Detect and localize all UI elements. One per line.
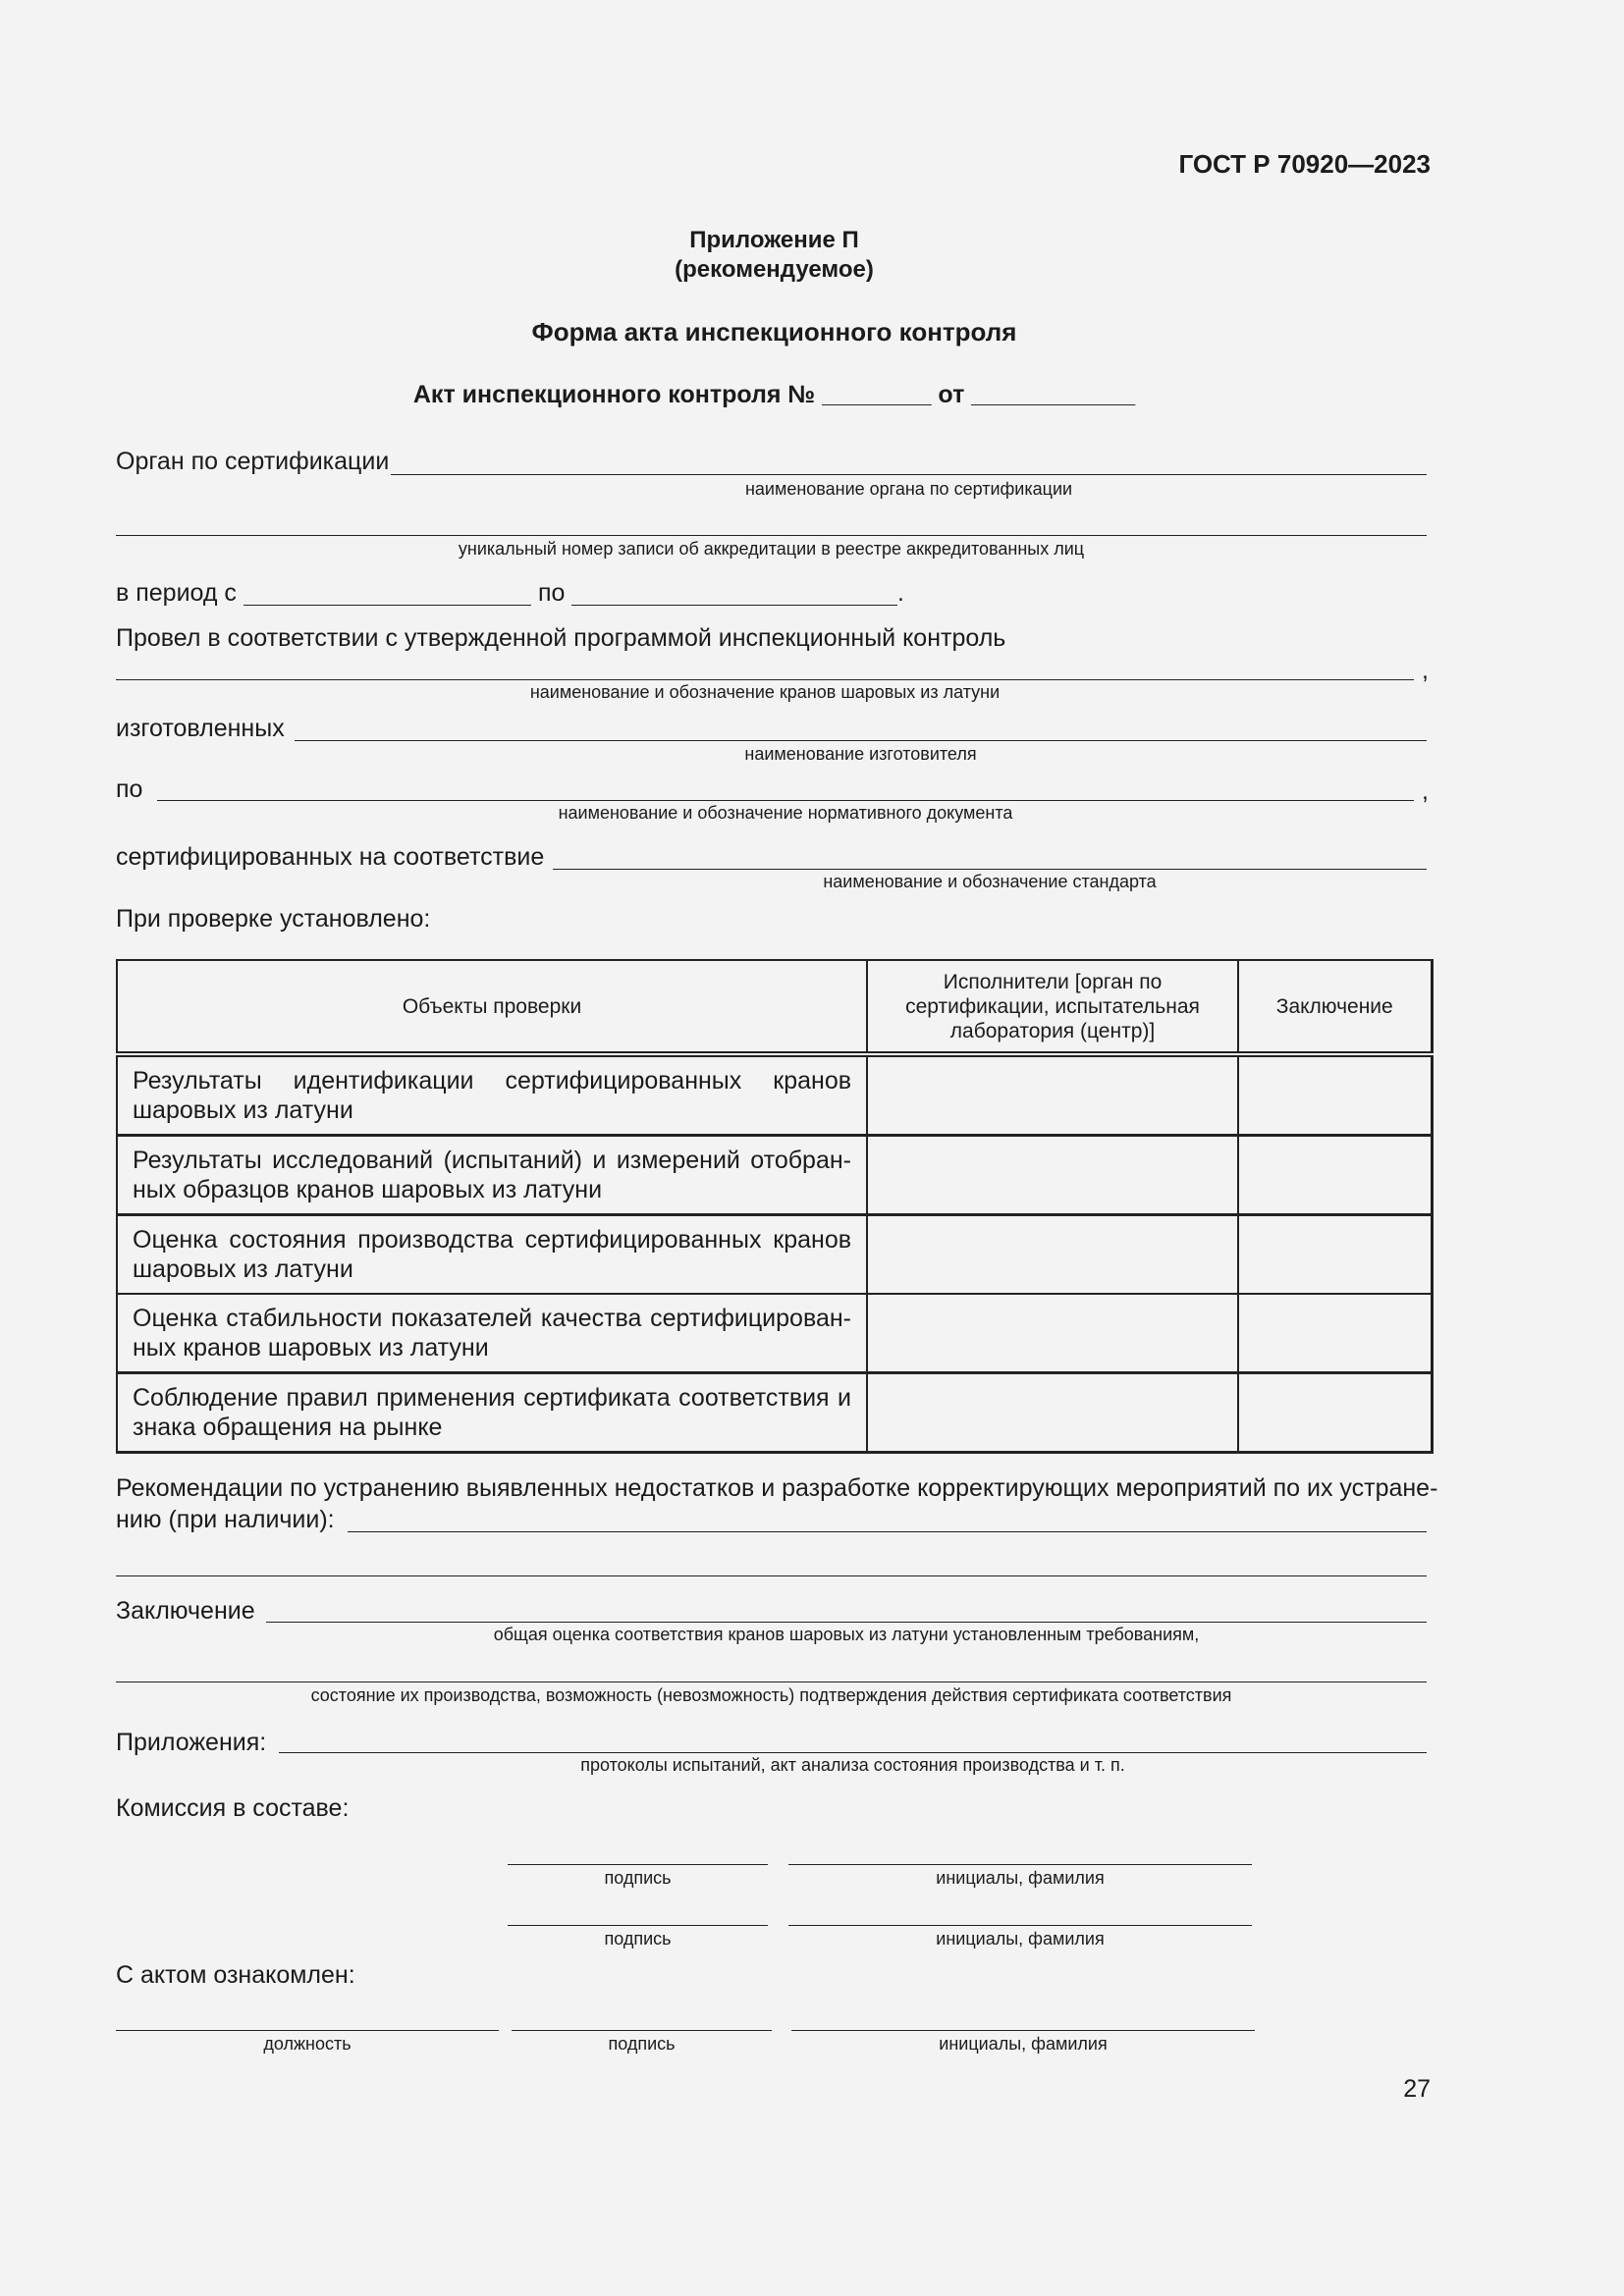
row-object: Результаты идентификации сертифицированных кранов шаровых из латуни bbox=[117, 1054, 867, 1136]
manufactured-label: изготовленных bbox=[116, 715, 285, 742]
annex-status: (рекомендуемое) bbox=[675, 256, 874, 283]
row-conclusion-cell[interactable] bbox=[1238, 1054, 1432, 1136]
name-caption: инициалы, фамилия bbox=[939, 2034, 1108, 2054]
header-objects: Объекты проверки bbox=[117, 960, 867, 1054]
form-title: Форма акта инспекционного контроля bbox=[531, 317, 1017, 347]
product-line[interactable] bbox=[116, 679, 1414, 680]
table-row bbox=[117, 1136, 1432, 1215]
standard-line[interactable] bbox=[553, 869, 1427, 870]
row-object: Соблюдение правил применения сертификата соответствия и знака обращения на рынке bbox=[117, 1373, 867, 1453]
certified-label: сертифицированных на соответствие bbox=[116, 843, 545, 871]
period-end-mark: . bbox=[897, 579, 904, 607]
attachments-line[interactable] bbox=[279, 1752, 1427, 1753]
by-label: по bbox=[116, 775, 143, 803]
manufacturer-caption: наименование изготовителя bbox=[744, 744, 977, 764]
act-title: Акт инспекционного контроля № ________ от ____________ bbox=[412, 381, 1136, 408]
annex-heading bbox=[0, 226, 1548, 285]
period-from-label: в период с bbox=[116, 579, 237, 607]
table-row bbox=[117, 1215, 1432, 1295]
row-conclusion-cell[interactable] bbox=[1238, 1294, 1432, 1373]
header-conclusion: Заключение bbox=[1238, 960, 1432, 1054]
findings-label: При проверке установлено: bbox=[116, 905, 431, 933]
signature-caption: подпись bbox=[608, 2034, 676, 2054]
row-executor-cell[interactable] bbox=[867, 1373, 1238, 1453]
header-executors: Исполнители [орган по сертификации, испытательная лаборатория (центр)] bbox=[867, 960, 1238, 1054]
manufacturer-line[interactable] bbox=[295, 740, 1427, 741]
conclusion-line[interactable] bbox=[266, 1622, 1427, 1623]
commission-signature-line[interactable] bbox=[508, 1864, 768, 1865]
conclusion-caption2: состояние их производства, возможность (невозможность) подтверждения действия сертификата соответствия bbox=[310, 1685, 1232, 1705]
acquainted-label: С актом ознакомлен: bbox=[116, 1961, 355, 1989]
normative-caption: наименование и обозначение нормативного документа bbox=[558, 803, 1013, 823]
commission-signature-line[interactable] bbox=[508, 1925, 768, 1926]
product-caption: наименование и обозначение кранов шаровых из латуни bbox=[529, 682, 1001, 702]
cert-body-line[interactable] bbox=[391, 474, 1427, 475]
position-caption: должность bbox=[263, 2034, 352, 2054]
row-object: Оценка состояния производства сертифицированных кранов шаровых из латуни bbox=[117, 1215, 867, 1295]
recommendations-line1: Рекомендации по устранению выявленных недостатков и разработке корректирующих мероприятий по их устране- bbox=[116, 1474, 1438, 1502]
row-executor-cell[interactable] bbox=[867, 1054, 1238, 1136]
period-to-line[interactable] bbox=[571, 605, 897, 606]
cert-body-caption: наименование органа по сертификации bbox=[744, 479, 1073, 499]
period-to-label: по bbox=[538, 579, 566, 607]
row-executor-cell[interactable] bbox=[867, 1294, 1238, 1373]
program-text: Провел в соответствии с утвержденной программой инспекционный контроль bbox=[116, 624, 1006, 652]
table-header-row bbox=[117, 960, 1432, 1054]
commission-label: Комиссия в составе: bbox=[116, 1794, 350, 1822]
accreditation-line[interactable] bbox=[116, 535, 1427, 536]
signature-caption: подпись bbox=[604, 1929, 672, 1949]
attachments-caption: протоколы испытаний, акт анализа состояния производства и т. п. bbox=[580, 1755, 1125, 1775]
position-line[interactable] bbox=[116, 2030, 499, 2031]
cert-body-label: Орган по сертификации bbox=[116, 448, 390, 475]
row-conclusion-cell[interactable] bbox=[1238, 1373, 1432, 1453]
commission-name-line[interactable] bbox=[788, 1925, 1252, 1926]
recommendations-line[interactable] bbox=[348, 1531, 1427, 1532]
accreditation-caption: уникальный номер записи об аккредитации в реестре аккредитованных лиц bbox=[458, 539, 1085, 559]
name-caption: инициалы, фамилия bbox=[936, 1868, 1105, 1888]
name-caption: инициалы, фамилия bbox=[936, 1929, 1105, 1949]
document-number: ГОСТ Р 70920—2023 bbox=[1178, 149, 1431, 179]
row-object: Оценка стабильности показателей качества сертифицированных кранов шаровых из латуни bbox=[117, 1294, 867, 1373]
page-number: 27 bbox=[1403, 2075, 1431, 2103]
commission-name-line[interactable] bbox=[788, 1864, 1252, 1865]
recommendations-extra-line[interactable] bbox=[116, 1575, 1427, 1576]
normative-comma: , bbox=[1422, 777, 1429, 805]
period-from-line[interactable] bbox=[244, 605, 531, 606]
row-executor-cell[interactable] bbox=[867, 1136, 1238, 1215]
row-conclusion-cell[interactable] bbox=[1238, 1215, 1432, 1295]
table-row bbox=[117, 1373, 1432, 1453]
acquainted-name-line[interactable] bbox=[791, 2030, 1255, 2031]
conclusion-label: Заключение bbox=[116, 1597, 255, 1625]
annex-title: Приложение П bbox=[689, 227, 859, 253]
acquainted-signature-line[interactable] bbox=[512, 2030, 772, 2031]
table-row bbox=[117, 1054, 1432, 1136]
conclusion-caption1: общая оценка соответствия кранов шаровых из латуни установленным требованиям, bbox=[493, 1625, 1200, 1644]
product-comma: , bbox=[1422, 657, 1429, 684]
row-conclusion-cell[interactable] bbox=[1238, 1136, 1432, 1215]
attachments-label: Приложения: bbox=[116, 1729, 267, 1756]
table-row bbox=[117, 1294, 1432, 1373]
inspection-table bbox=[116, 959, 1434, 1454]
signature-caption: подпись bbox=[604, 1868, 672, 1888]
normative-line[interactable] bbox=[157, 800, 1414, 801]
recommendations-line2: нию (при наличии): bbox=[116, 1506, 335, 1533]
standard-caption: наименование и обозначение стандарта bbox=[823, 872, 1157, 891]
row-executor-cell[interactable] bbox=[867, 1215, 1238, 1295]
row-object: Результаты исследований (испытаний) и измерений отобранных образцов кранов шаровых из латуни bbox=[117, 1136, 867, 1215]
